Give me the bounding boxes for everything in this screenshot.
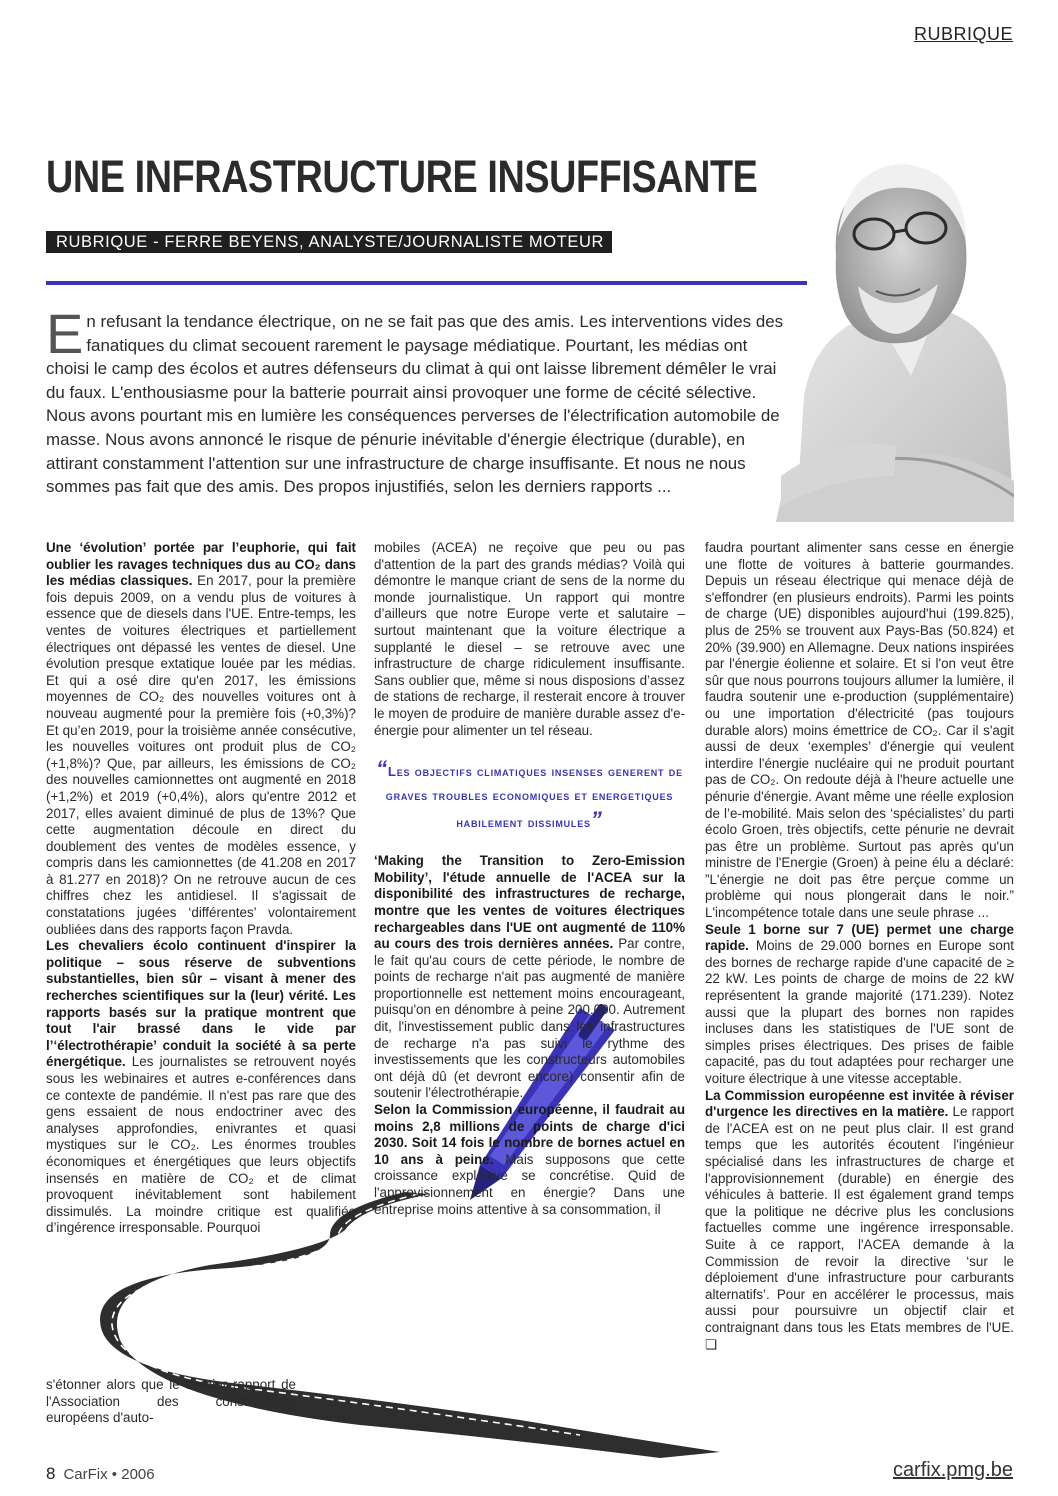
col2-highlight-bold: Selon la Commission européenne, il faudrait au moins 2,8 millions de points de charge d'ici 2030. Soit 14 fois le nombre de bornes actuel en 10 ans à peine. (374, 1102, 685, 1167)
footer-url[interactable]: carfix.pmg.be (892, 1459, 1013, 1481)
col1-paragraph-2 (46, 938, 356, 1237)
col1-text-2: Les journalistes se retrouvent noyés sous les webinaires et autres e-conférences dans ce contexte de pandémie. Il n'est pas rare que des gens essaient de nous endoctriner avec des analyses approfondies, enivrantes et quasi mystiques sur le CO₂. Les énormes troubles économiques et énergétiques que leurs objectifs insensés en matière de CO₂ et de climat provoquent inévitablement sont habilement dissimulés. La moindre critique est qualifiée d’ingérence irresponsable. Pourquoi (46, 1054, 356, 1236)
col3-subhead-2-bold: La Commission européenne est invitée à réviser d'urgence les directives en la matière. (705, 1087, 1014, 1120)
lead-paragraph (46, 302, 790, 499)
col1-spacer (46, 1237, 356, 1377)
col1-lede-bold: Une ‘évolution’ portée par l’euphorie, qui fait oublier les ravages techniques dus au CO₂ dans les médias classiques. (46, 540, 356, 589)
col2-text-3: Mais supposons que cette croissance explosive se concrétise. Quid de l'approvisionnement en énergie? Dans une entreprise moins attentive à sa consommation, il (374, 1151, 685, 1217)
col2-text-2: Par contre, le fait qu'au cours de cette période, le nombre de points de recharge n'ait pas augmenté de manière proportionnelle est nettement moins encourageant, puisqu'on en dénombre à peine 200.000. Autrement dit, l'investissement public dans les infrastructures de recharge n'a pas suivi le rythme des investissements que les constructeurs automobiles ont déjà dû (et devront encore) consentir afin de soutenir l'électrothérapie. (374, 936, 685, 1101)
col1-subhead-bold: Les chevaliers écolo continuent d'inspirer la politique – sous réserve de subventions substantielles, bien sûr – visant à mener des recherches scientifiques sur la (leur) vérité. Les rapports basés sur la pratique montrent que tout l'air brassé dans le vide par l’‘électrothérapie’ conduit la société à sa perte énergétique. (46, 938, 356, 1070)
dropcap: E (46, 302, 84, 365)
pull-quote-open-mark: “ (376, 756, 388, 782)
col3-text-1: faudra pourtant alimenter sans cesse en énergie une flotte de voitures à batterie gourmandes. Depuis un réseau électrique qui menace déjà de s'effondrer (en plusieurs endroits). Parmi les points de charge (UE) disponibles aujourd'hui (199.825), plus de 25% se trouvent aux Pays-Bas (50.824) et 20% (39.900) en Allemagne. Deux nations inspirées par l'énergie éolienne et solaire. Et si l'on veut être sûr que nous pourrons toujours allumer la lumière, il faudra soutenir une e-production (supplémentaire) ou une importation d'électricité (pas toujours durable alors) moins émettrice de CO₂. Car il s'agit aussi de deux ‘exemples’ d'énergie qui veulent interdire l'énergie nucléaire qui ne produit pourtant pas de CO₂. On redoute déjà à l'heure actuelle une pénurie d'énergie. Avant même une réelle explosion de l’e-mobilité. Mais selon des ‘spécialistes’ du parti écolo Groen, très objectifs, cette pénurie ne devrait pas être un problème. Surtout pas après qu'un ministre de l'Energie (Groen) à peine élu a déclaré: ”L'énergie ne doit pas être perçue comme un problème qui nous plongerait dans le noir.” L'incompétence totale dans une seule phrase ... (705, 540, 1014, 921)
lead-text: n refusant la tendance électrique, on ne se fait pas que des amis. Les interventions vides des fanatiques du climat secouent rarement le paysage médiatique. Pourtant, les médias ont choisi le camp des écolos et autres défenseurs du climat à qui ont laisse librement démêler le vrai du faux. L'enthousiasme pour la batterie pourrait ainsi provoquer une forme de cécité sélective. Nous avons pourtant mis en lumière les conséquences perverses de l'électrification automobile de masse. Nous avons annoncé le risque de pénurie inévitable d'énergie électrique (durable), en attirant constamment l'attention sur une infrastructure de charge insuffisante. Et nous ne nous sommes pas fait que des amis. Des propos injustifiés, selon les derniers rapports ... (46, 312, 784, 497)
col2-paragraph-2 (374, 853, 685, 1102)
col3-paragraph-3 (705, 1088, 1014, 1354)
col3-text-3: Le rapport de l'ACEA est on ne peut plus clair. Il est grand temps que les autorités écoutent l'ingénieur spécialisé dans les infrastructures de charge et l'approvisionnement (durable) en énergie des véhicules à batterie. Il est également grand temps que la politique ne décrive plus les conclusions factuelles comme une ingérence irresponsable. Suite à ce rapport, l'ACEA demande à la Commission de revoir la directive ‘sur le déploiement d'une infrastructure pour carburants alternatifs’. Pour en accélérer le processus, mais aussi pour poursuivre un objectif clair et contraignant dans tous les Etats membres de l'UE. (705, 1104, 1014, 1335)
col2-paragraph-3 (374, 1102, 685, 1218)
column-3 (705, 540, 1014, 1353)
col3-paragraph-1 (705, 540, 1014, 922)
col1-paragraph-1 (46, 540, 356, 938)
section-tag: RUBRIQUE (913, 24, 1013, 44)
page-number: 8 (46, 1464, 56, 1483)
col3-text-2: Moins de 29.000 bornes en Europe sont des bornes de recharge rapide d'une capacité de ≥ 22 kW. Les points de charge de moins de 22 kW représentent la grande majorité (171.239). Notez aussi que la plupart des bornes non rapides incluses dans les statistiques de l'UE sont de simples prises électriques. Des prises de faible capacité, pas du tout adaptées pour recharger une voiture électrique à une vitesse acceptable. (705, 938, 1014, 1086)
column-1 (46, 540, 356, 1427)
footer-left (46, 1464, 155, 1484)
col1-text-3: s'étonner alors que le dernier rapport de l'Association des constructeurs européens d'auto- (46, 1376, 296, 1426)
col3-paragraph-2 (705, 922, 1014, 1088)
byline: RUBRIQUE - FERRE BEYENS, ANALYSTE/JOURNALISTE MOTEUR (46, 231, 612, 253)
col2-text-1: mobiles (ACEA) ne reçoive que peu ou pas d'attention de la part des grands médias? Voilà qui démontre le manque criant de sens de la norme du monde journalistique. Un rapport qui montre d’ailleurs que notre Europe verte et salutaire – surtout maintenant que la voiture électrique a supplanté le diesel – se retrouve avec une infrastructure de charge ridiculement insuffisante. Sans oublier que, même si nous disposions d’assez de stations de recharge, il resterait encore à trouver le moyen de produire de manière durable assez d'e-énergie pour alimenter un tel réseau. (374, 540, 685, 738)
pull-quote (374, 757, 685, 835)
pull-quote-close-mark: ” (590, 807, 603, 833)
column-2 (374, 540, 685, 1218)
pull-quote-text: Les objectifs climatiques insenses generent de graves troubles economiques et energetiques habilement dissimules (385, 764, 683, 831)
end-mark-icon: ❏ (705, 1336, 718, 1352)
title-rule (46, 281, 807, 285)
col1-paragraph-3 (46, 1377, 296, 1427)
col1-text-1: En 2017, pour la première fois depuis 2009, on a vendu plus de voitures à essence que de diesels dans l'UE. Entre-temps, les ventes de voitures électriques et partiellement électriques ont dépassé les ventes de diesel. Une évolution presque extatique louée par les médias. Et qui a osé dire qu'en 2017, les émissions moyennes de CO₂ des nouvelles voitures ont à nouveau augmenté pour la première fois (+0,3%)? Et qu’en 2019, pour la troisième année consécutive, les nouvelles voitures ont produit plus de CO₂ (+1,8%)? Que, par ailleurs, les émissions de CO₂ des nouvelles camionnettes ont augmenté en 2018 (+1,2%) et 2019 (+0,4%), alors qu'entre 2012 et 2017, elles avaient diminué de plus de 13%? Que cette augmentation découle en direct du doublement des ventes de modèles essence, y compris dans les camionnettes (de 41.208 en 2017 à 81.277 en 2018)? On ne retrouve aucun de ces chiffres chez les antidiesel. Il s'agissait de constatations jugées ‘différentes’ volontairement oubliées dans des rapports façon Pravda. (46, 573, 356, 937)
article-title: UNE INFRASTRUCTURE INSUFFISANTE (46, 151, 758, 202)
magazine-name: CarFix • 2006 (63, 1466, 155, 1483)
col2-paragraph-1 (374, 540, 685, 739)
col3-subhead-1-bold: Seule 1 borne sur 7 (UE) permet une charge rapide. (705, 921, 1014, 954)
col2-subhead-bold: ‘Making the Transition to Zero-Emission Mobility’, l'étude annuelle de l'ACEA sur la disponibilité des infrastructures de recharge, montre que les ventes de voitures électriques rechargeables dans l'UE ont augmenté de 110% au cours des trois dernières années. (374, 853, 685, 952)
author-portrait (776, 146, 1014, 522)
